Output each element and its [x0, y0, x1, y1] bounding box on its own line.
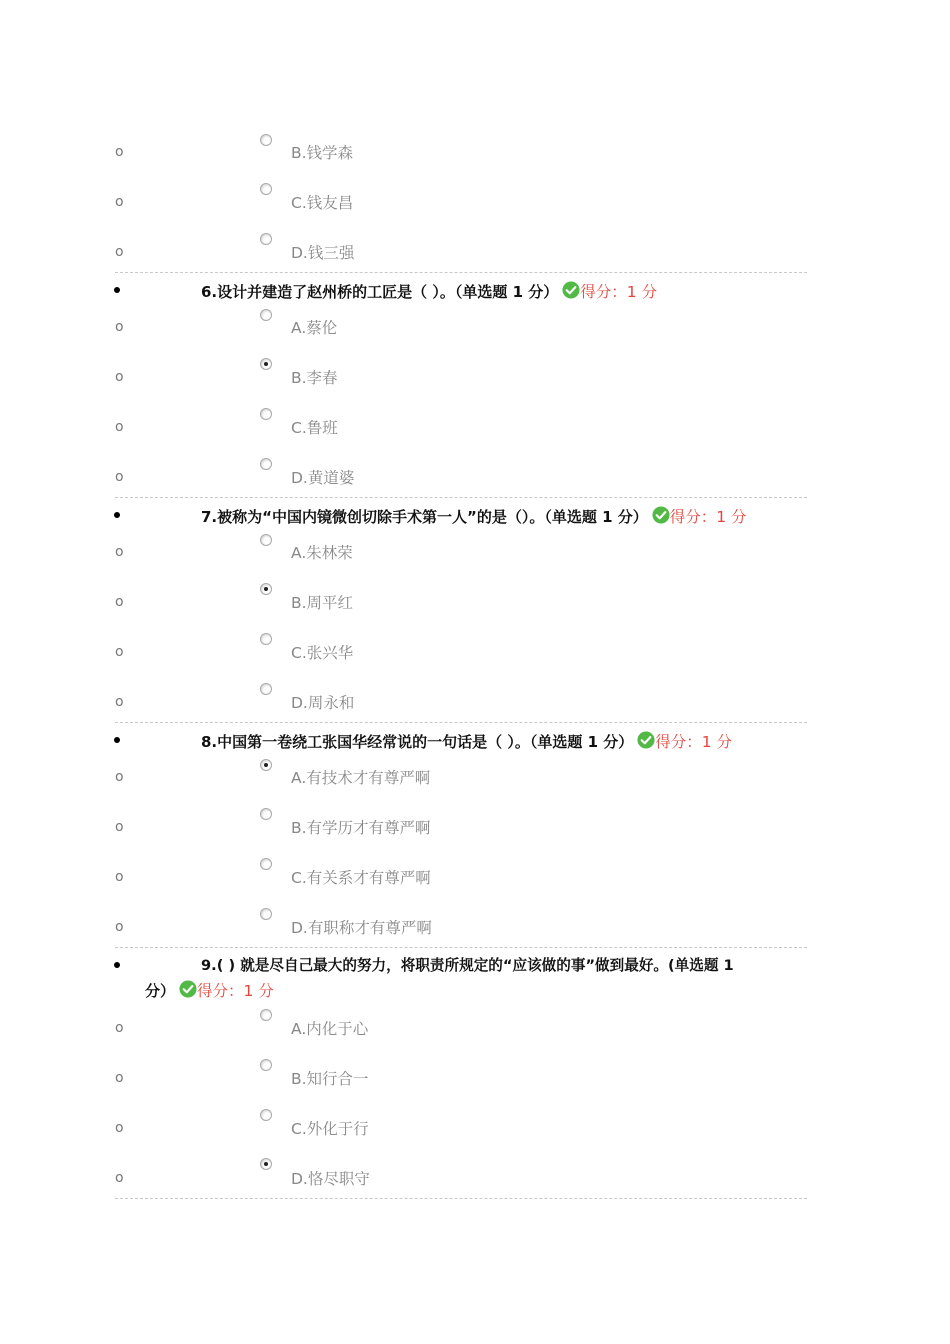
question-stem-line-1: 9.( ) 就是尽自己最大的努力，将职责所规定的“应该做的事”做到最好。(单选题 1: [201, 957, 734, 974]
score-label: 得分：1 分: [669, 508, 747, 526]
option-label: C.外化于行: [291, 1120, 369, 1138]
divider: [115, 1198, 807, 1199]
option-label: B.周平红: [291, 594, 354, 612]
divider: [115, 272, 807, 273]
radio-button-selected[interactable]: [260, 759, 272, 771]
list-marker: o: [115, 869, 124, 885]
question-text: 7.被称为“中国内镜微创切除手术第一人”的是（）。（单选题 1 分）: [201, 508, 648, 526]
list-marker: o: [115, 244, 124, 260]
radio-button-selected[interactable]: [260, 583, 272, 595]
question-text: 6.设计并建造了赵州桥的工匠是（ ）。（单选题 1 分）: [201, 283, 559, 301]
radio-button[interactable]: [260, 1109, 272, 1121]
option-label: C.鲁班: [291, 419, 338, 437]
radio-button[interactable]: [260, 458, 272, 470]
divider: [115, 497, 807, 498]
list-bullet: [114, 512, 120, 518]
score-label: 得分：1 分: [197, 982, 274, 1000]
radio-button[interactable]: [260, 534, 272, 546]
radio-button-selected[interactable]: [260, 1158, 272, 1170]
radio-button[interactable]: [260, 858, 272, 870]
radio-button[interactable]: [260, 683, 272, 695]
radio-button[interactable]: [260, 408, 272, 420]
radio-button[interactable]: [260, 908, 272, 920]
radio-button[interactable]: [260, 134, 272, 146]
option-label: C.有关系才有尊严啊: [291, 869, 431, 887]
list-marker: o: [115, 1020, 124, 1036]
list-marker: o: [115, 919, 124, 935]
question-text: 分）: [145, 982, 176, 1000]
list-marker: o: [115, 1070, 124, 1086]
radio-button[interactable]: [260, 808, 272, 820]
radio-button[interactable]: [260, 309, 272, 321]
radio-button[interactable]: [260, 633, 272, 645]
question-stem-line-2: [145, 979, 274, 1001]
question-stem: [201, 280, 657, 302]
option-label: C.钱友昌: [291, 194, 354, 212]
radio-button[interactable]: [260, 233, 272, 245]
option-label: B.钱学森: [291, 144, 354, 162]
list-marker: o: [115, 369, 124, 385]
check-circle-icon: [562, 281, 580, 299]
list-marker: o: [115, 544, 124, 560]
divider: [115, 947, 807, 948]
list-marker: o: [115, 144, 124, 160]
list-marker: o: [115, 194, 124, 210]
check-circle-icon: [637, 731, 655, 749]
divider: [115, 722, 807, 723]
list-marker: o: [115, 419, 124, 435]
radio-button[interactable]: [260, 1059, 272, 1071]
option-label: B.有学历才有尊严啊: [291, 819, 431, 837]
radio-button-selected[interactable]: [260, 358, 272, 370]
list-marker: o: [115, 469, 124, 485]
list-marker: o: [115, 769, 124, 785]
question-text: 8.中国第一卷绕工张国华经常说的一句话是（ ）。（单选题 1 分）: [201, 733, 634, 751]
radio-button[interactable]: [260, 1009, 272, 1021]
option-label: B.李春: [291, 369, 338, 387]
list-marker: o: [115, 819, 124, 835]
option-label: D.周永和: [291, 694, 355, 712]
list-marker: o: [115, 644, 124, 660]
score-label: 得分：1 分: [580, 283, 658, 301]
check-circle-icon: [652, 506, 670, 524]
option-label: D.恪尽职守: [291, 1170, 370, 1188]
list-marker: o: [115, 694, 124, 710]
option-label: A.朱林荣: [291, 544, 353, 562]
score-label: 得分：1 分: [655, 733, 733, 751]
list-marker: o: [115, 1120, 124, 1136]
question-stem: [201, 505, 747, 527]
option-label: A.内化于心: [291, 1020, 369, 1038]
radio-button[interactable]: [260, 183, 272, 195]
option-label: A.有技术才有尊严啊: [291, 769, 431, 787]
question-stem: [201, 730, 732, 752]
list-marker: o: [115, 319, 124, 335]
option-label: D.有职称才有尊严啊: [291, 919, 432, 937]
option-label: D.钱三强: [291, 244, 355, 262]
option-label: B.知行合一: [291, 1070, 369, 1088]
list-marker: o: [115, 594, 124, 610]
option-label: C.张兴华: [291, 644, 354, 662]
option-label: A.蔡伦: [291, 319, 338, 337]
check-circle-icon: [179, 980, 197, 998]
list-bullet: [114, 737, 120, 743]
option-label: D.黄道婆: [291, 469, 355, 487]
list-bullet: [114, 962, 120, 968]
list-bullet: [114, 287, 120, 293]
list-marker: o: [115, 1170, 124, 1186]
